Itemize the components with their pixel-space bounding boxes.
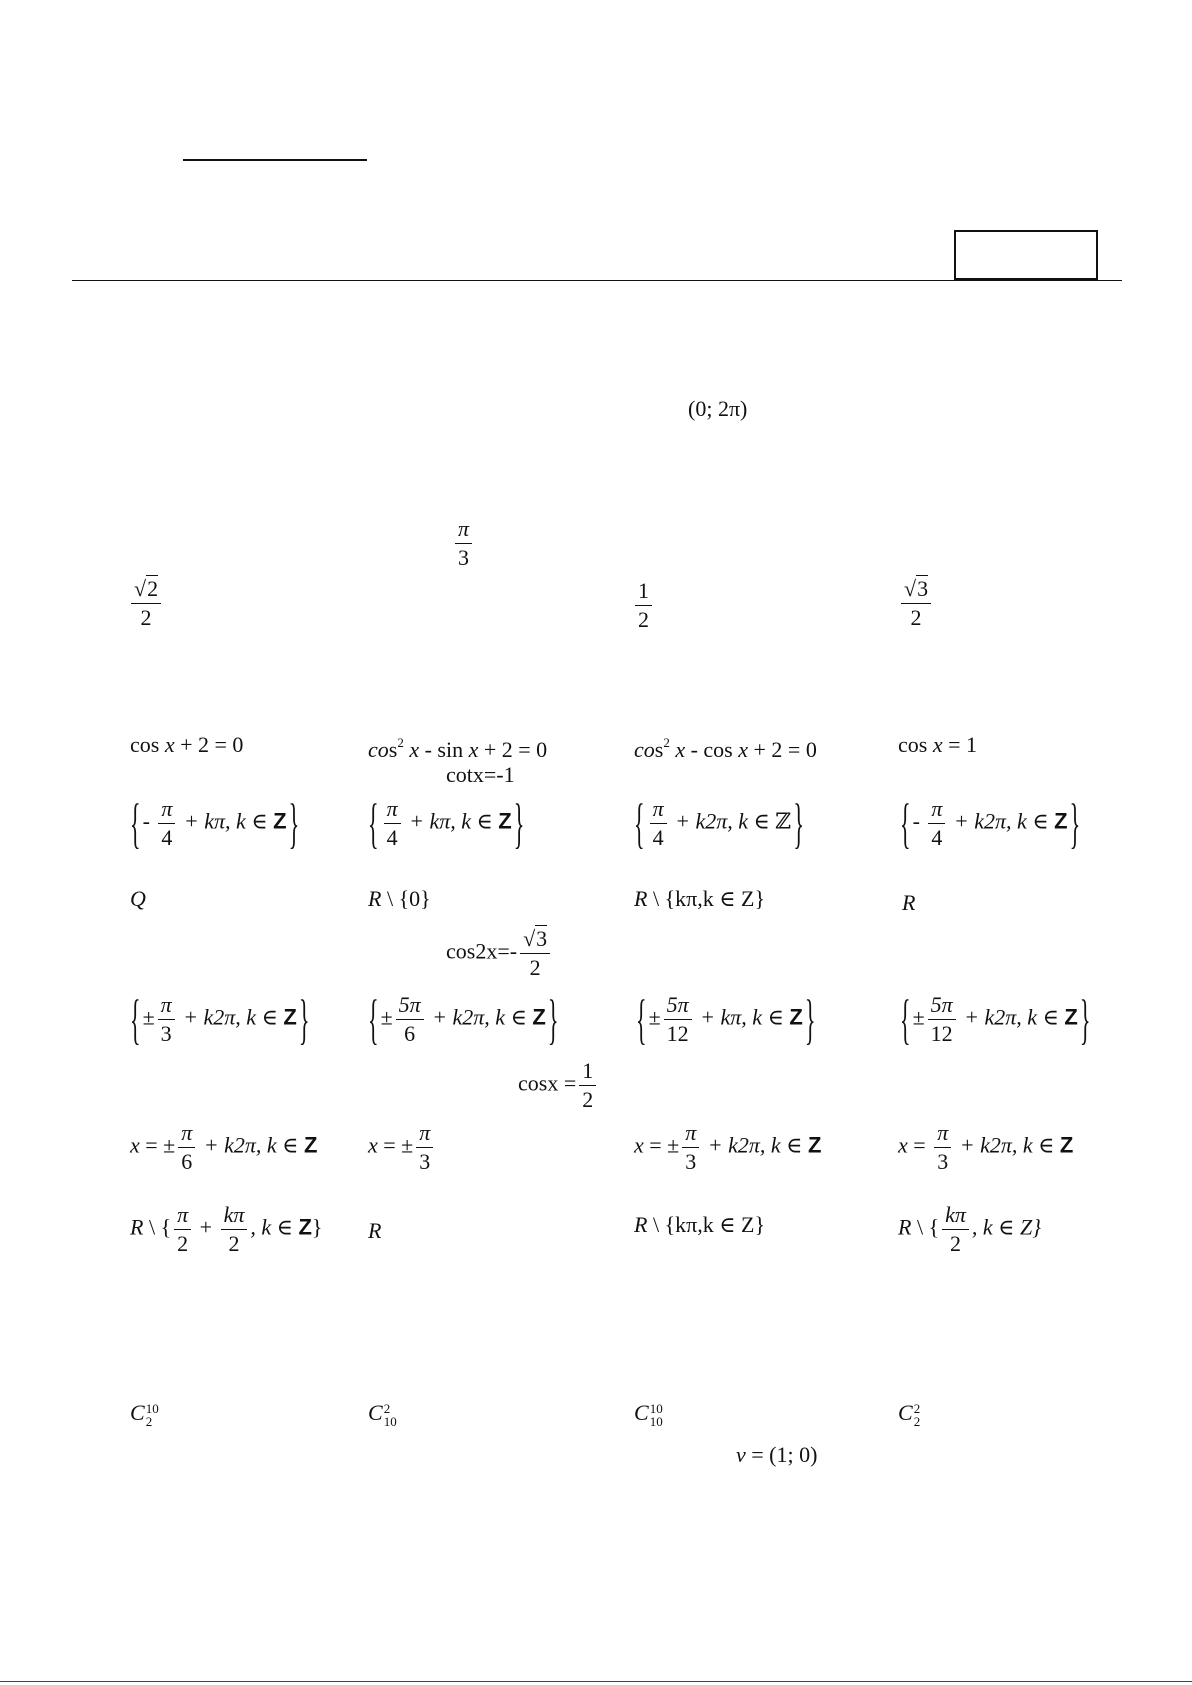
q5-option-b: R \ {0} xyxy=(368,886,431,911)
exam-code-box xyxy=(954,230,1098,280)
q5-option-c: R \ {kπ,k ∈ Z} xyxy=(634,886,766,911)
q9-option-d: C 2 2 xyxy=(898,1400,921,1429)
q2-option-a: $\frac{√2}{2}$ xyxy=(128,578,164,629)
q7-option-b: x = ± $\frac{\pi}{3}$ xyxy=(368,1122,436,1173)
q4-option-d: {- $\frac{\pi}{4}$ + k2π, k ∈ Z} xyxy=(900,791,1081,854)
q9-option-c: C 10 10 xyxy=(634,1400,663,1429)
q7-equation: cosx = $\frac{1}{2}$ xyxy=(518,1060,599,1111)
q3-option-a: cos x + 2 = 0 xyxy=(130,732,244,757)
q3-option-c: $\cos^2 x - \cos x + 2 = 0$ xyxy=(634,735,817,762)
q7-option-c: x = ± $\frac{\pi}{3}$ + k2π, k ∈ Z xyxy=(634,1120,822,1174)
q8-option-a: R \ { $\frac{\pi}{2}$ + $\frac{k\pi}{2}$ , k ∈ Z} xyxy=(130,1202,323,1256)
q2-option-d: $\frac{√3}{2}$ xyxy=(898,578,934,629)
q8-option-d: R \ { $\frac{k\pi}{2}$ , k ∈ Z} xyxy=(898,1202,1042,1256)
q4-option-c: { $\frac{\pi}{4}$ + k2π, k ∈ ℤ} xyxy=(634,791,804,854)
q1-interval: (0; 2π) xyxy=(688,396,748,421)
q10-vector: v = (1; 0) xyxy=(736,1442,818,1467)
q7-option-d: x = $\frac{\pi}{3}$ + k2π, k ∈ Z xyxy=(898,1120,1074,1174)
footer-rule xyxy=(0,1681,1192,1682)
q6-equation: cos2x=- $\frac{√3}{2}$ xyxy=(446,928,553,979)
header-rule xyxy=(72,280,1122,281)
name-blank-underline xyxy=(183,159,367,161)
q7-option-a: x = ± $\frac{\pi}{6}$ + k2π, k ∈ Z xyxy=(130,1120,318,1174)
q6-option-b: {± $\frac{5\pi}{6}$ + k2π, k ∈ Z} xyxy=(368,987,559,1050)
q3-option-d: cos x = 1 xyxy=(898,732,978,757)
q9-option-a: C 10 2 xyxy=(130,1400,159,1429)
q6-option-d: {± $\frac{5\pi}{12}$ + k2π, k ∈ Z} xyxy=(900,987,1091,1050)
q6-option-c: {± $\frac{5\pi}{12}$ + kπ, k ∈ Z} xyxy=(636,987,816,1050)
q2-option-c: $\frac{1}{2}$ xyxy=(632,580,655,631)
q5-option-a: Q xyxy=(130,886,146,911)
q9-option-b: C 2 10 xyxy=(368,1400,397,1429)
q4-option-a: {- $\frac{\pi}{4}$ + kπ, k ∈ Z} xyxy=(130,791,300,854)
q6-option-a: {± $\frac{\pi}{3}$ + k2π, k ∈ Z} xyxy=(130,987,310,1050)
q3-option-b: $\cos^2 x - \sin x + 2 = 0$ xyxy=(368,735,548,762)
q4-option-b: { $\frac{\pi}{4}$ + kπ, k ∈ Z} xyxy=(368,791,525,854)
q5-option-d: R xyxy=(902,890,916,915)
q8-option-b: R xyxy=(368,1218,382,1243)
q2-pi-over-3: $\frac{\pi}{3}$ xyxy=(452,518,475,569)
q4-equation: cotx=-1 xyxy=(446,762,515,787)
q8-option-c: R \ {kπ,k ∈ Z} xyxy=(634,1212,766,1237)
